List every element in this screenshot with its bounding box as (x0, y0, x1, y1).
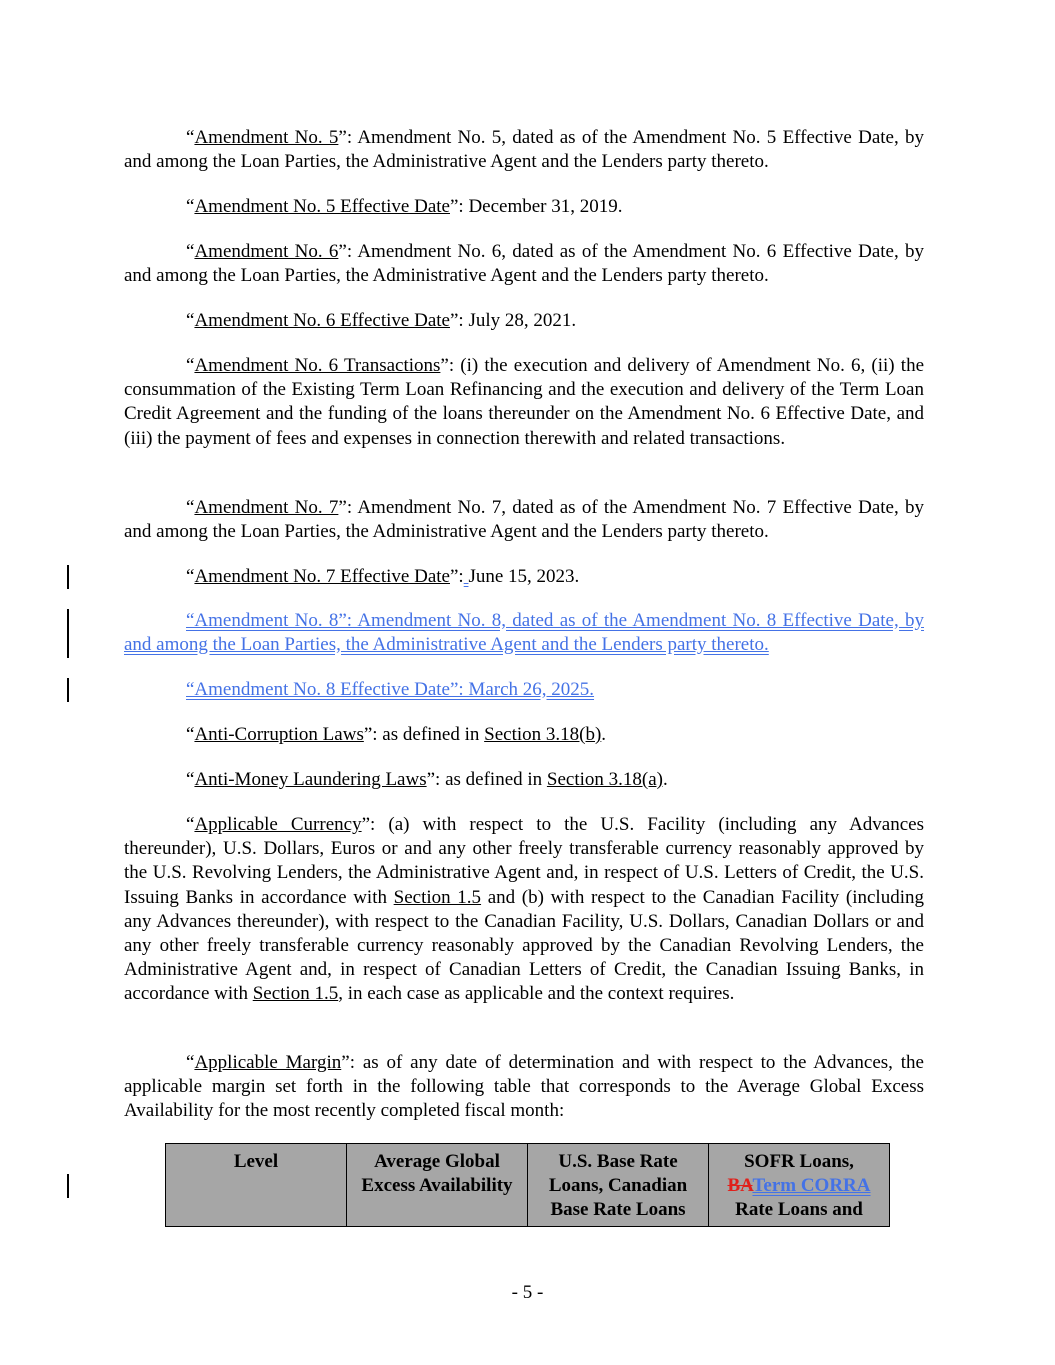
page-number: - 5 - (511, 1282, 544, 1303)
definition-amendment-5-effective-date: “Amendment No. 5 Effective Date”: December 31, 2019. (186, 196, 623, 217)
definition-amendment-7-effective-date: “Amendment No. 7 Effective Date”: June 15, 2023. (186, 566, 580, 587)
header-sofr-loans: SOFR Loans, BATerm CORRA Rate Loans and (709, 1144, 890, 1227)
change-bar (67, 609, 69, 658)
definition-amendment-7: “Amendment No. 7”: Amendment No. 7, dated as of the Amendment No. 7 Effective Date, by and among the Loan Parties, the Administrative Agent and the Lenders party thereto. (124, 497, 924, 543)
inserted-text: Term CORRA (752, 1175, 871, 1196)
definition-amendment-6-transactions: “Amendment No. 6 Transactions”: (i) the execution and delivery of Amendment No. 6, (ii) the consummation of the Existing Term Loan Refinancing and the execution and delivery of the Term Loan Credit Agreement and the funding of the loans thereunder on the Amendment No. 6 Effective Date, and (iii) the payment of fees and expenses in connection therewith and related transactions. (124, 355, 924, 449)
header-base-rate-loans: U.S. Base Rate Loans, Canadian Base Rate Loans (528, 1144, 709, 1227)
table-header-row (166, 1144, 890, 1227)
definition-amendment-5: “Amendment No. 5”: Amendment No. 5, dated as of the Amendment No. 5 Effective Date, by and among the Loan Parties, the Administrative Agent and the Lenders party thereto. (124, 127, 924, 173)
section-reference: Section 3.18(b) (484, 724, 602, 745)
definition-amendment-8-effective-date-inserted: “Amendment No. 8 Effective Date”: March 26, 2025. (186, 679, 595, 700)
section-reference: Section 3.18(a) (546, 769, 663, 790)
defined-term: Amendment No. 7 (194, 497, 339, 518)
defined-term: Amendment No. 6 Effective Date (194, 310, 450, 331)
definition-applicable-currency: “Applicable Currency”: (a) with respect to the U.S. Facility (including any Advances thereunder), U.S. Dollars, Euros or and any other freely transferable currency reasonably approved by the U.S. Revolving Lenders, the Administrative Agent and, in respect of U.S. Letters of Credit, the U.S. Issuing Banks in accordance with Section 1.5 and (b) with respect to the Canadian Facility (including any Advances thereunder), with respect to the Canadian Facility, U.S. Dollars, Canadian Dollars or and any other freely transferable currency reasonably approved by the Canadian Revolving Lenders, the Administrative Agent and, in respect of Canadian Letters of Credit, the Canadian Issuing Banks, in accordance with Section 1.5, in each case as applicable and the context requires. (124, 814, 924, 1005)
change-bar (67, 1174, 69, 1198)
definition-anti-money-laundering-laws: “Anti-Money Laundering Laws”: as defined in Section 3.18(a). (186, 769, 668, 790)
defined-term: Amendment No. 6 Transactions (194, 355, 441, 376)
defined-term: Amendment No. 7 Effective Date (194, 566, 450, 587)
definition-applicable-margin: “Applicable Margin”: as of any date of determination and with respect to the Advances, the applicable margin set forth in the following table that corresponds to the Average Global Excess Availability for the most recently completed fiscal month: (124, 1052, 924, 1122)
defined-term: Amendment No. 5 Effective Date (194, 196, 450, 217)
defined-term: Anti-Corruption Laws (194, 724, 364, 745)
definition-anti-corruption-laws: “Anti-Corruption Laws”: as defined in Section 3.18(b). (186, 724, 607, 745)
definition-amendment-6: “Amendment No. 6”: Amendment No. 6, dated as of the Amendment No. 6 Effective Date, by and among the Loan Parties, the Administrative Agent and the Lenders party thereto. (124, 241, 924, 287)
defined-term: Anti-Money Laundering Laws (194, 769, 427, 790)
section-reference: Section 1.5 (252, 983, 339, 1005)
section-reference: Section 1.5 (393, 886, 482, 908)
header-level: Level (166, 1144, 347, 1227)
defined-term: Amendment No. 6 (194, 241, 339, 262)
definition-amendment-8-inserted: “Amendment No. 8”: Amendment No. 8, dated as of the Amendment No. 8 Effective Date, by and among the Loan Parties, the Administrative Agent and the Lenders party thereto. (124, 610, 924, 656)
header-average-global-excess-availability: Average Global Excess Availability (347, 1144, 528, 1227)
deleted-text: BA (727, 1175, 753, 1196)
definition-amendment-6-effective-date: “Amendment No. 6 Effective Date”: July 28, 2021. (186, 310, 577, 331)
change-bar (67, 565, 69, 589)
defined-term: Applicable Currency (194, 814, 362, 835)
applicable-margin-table (165, 1143, 890, 1227)
defined-term: Amendment No. 5 (194, 127, 339, 148)
defined-term: Applicable Margin (194, 1052, 342, 1073)
change-bar (67, 678, 69, 702)
